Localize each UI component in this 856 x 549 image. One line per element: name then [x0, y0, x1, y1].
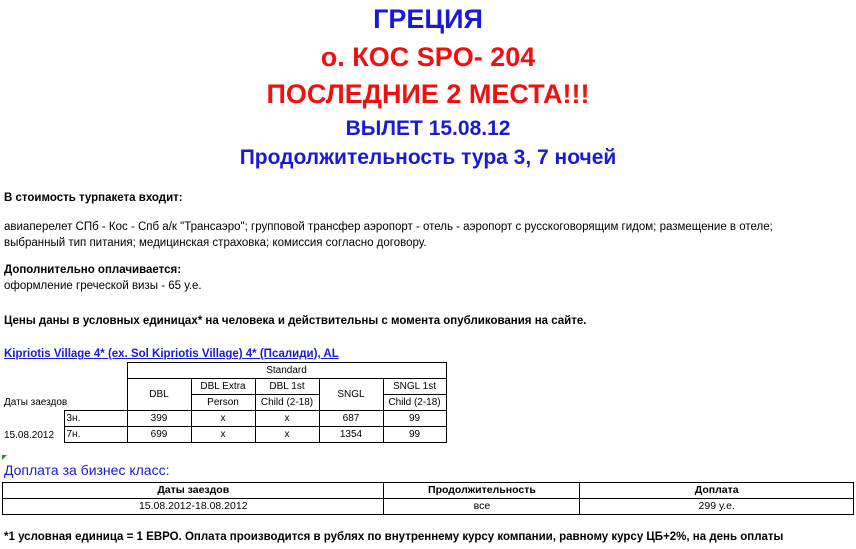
footnote: *1 условная единица = 1 ЕВРО. Оплата производится в рублях по внутреннему курсу компании, равному курсу ЦБ+2%, на день оплаты [4, 531, 784, 543]
business-header-dates: Даты заездов [3, 483, 384, 499]
column-dbl-child-line1: DBL 1st [255, 379, 319, 395]
last-seats-alert: ПОСЛЕДНИЕ 2 МЕСТА!!! [266, 79, 590, 109]
column-dbl-extra-line1: DBL Extra [191, 379, 255, 395]
tour-duration: Продолжительность тура 3, 7 ночей [239, 146, 617, 169]
table-row [2, 427, 446, 443]
table-row [3, 499, 854, 515]
price-cell: x [255, 427, 319, 443]
price-cell: x [255, 411, 319, 427]
column-sngl-child-line1: SNGL 1st [383, 379, 446, 395]
price-note: Цены даны в условных единицах* на человека и действительны с момента опубликования на сайте. [4, 315, 587, 327]
country-title: ГРЕЦИЯ [373, 4, 483, 34]
price-cell: 687 [319, 411, 383, 427]
business-surcharge-cell: 299 у.е. [580, 499, 854, 515]
table-row [2, 411, 446, 427]
column-dbl: DBL [127, 379, 191, 411]
business-class-table [2, 482, 854, 515]
business-duration-cell: все [384, 499, 580, 515]
business-header-surcharge: Доплата [580, 483, 854, 499]
nights-cell: 7н. [64, 427, 127, 443]
price-cell: 99 [383, 411, 446, 427]
included-line-2: выбранный тип питания; медицинская страховка; комиссия согласно договору. [4, 237, 427, 249]
column-sngl-child-line2: Child (2-18) [383, 395, 446, 411]
island-title: о. КОС SPO- 204 [320, 42, 536, 72]
price-cell: 699 [127, 427, 191, 443]
nights-cell: 3н. [64, 411, 127, 427]
extra-line-1: оформление греческой визы - 65 у.е. [4, 280, 202, 292]
hotel-link[interactable]: Kipriotis Village 4* (ex. Sol Kipriotis Village) 4* (Псалиди), AL [4, 348, 339, 360]
arrival-date-text: 15.08.2012 [4, 429, 55, 441]
column-dbl-child-line2: Child (2-18) [255, 395, 319, 411]
column-dbl-extra-line2: Person [191, 395, 255, 411]
business-class-title: Доплата за бизнес класс: [4, 462, 170, 478]
dates-label: Даты заездов [4, 397, 68, 408]
comment-marker-icon [2, 455, 7, 460]
price-cell: 1354 [319, 427, 383, 443]
price-cell: 399 [127, 411, 191, 427]
arrival-date [2, 411, 64, 443]
room-group-header: Standard [127, 363, 446, 379]
price-cell: 99 [383, 427, 446, 443]
business-dates-cell: 15.08.2012-18.08.2012 [3, 499, 384, 515]
included-title: В стоимость турпакета входит: [4, 192, 183, 204]
column-sngl: SNGL [319, 379, 383, 411]
included-line-1: авиаперелет СПб - Кос - Спб а/к "Трансаэро"; групповой трансфер аэропорт - отель - аэропорт с русскоговорящим гидом; размещение в отеле; [4, 221, 773, 233]
business-header-duration: Продолжительность [384, 483, 580, 499]
price-table [2, 362, 447, 443]
price-cell: x [191, 411, 255, 427]
price-cell: x [191, 427, 255, 443]
extra-title: Дополнительно оплачивается: [4, 264, 182, 276]
departure-date: ВЫЛЕТ 15.08.12 [345, 117, 511, 140]
